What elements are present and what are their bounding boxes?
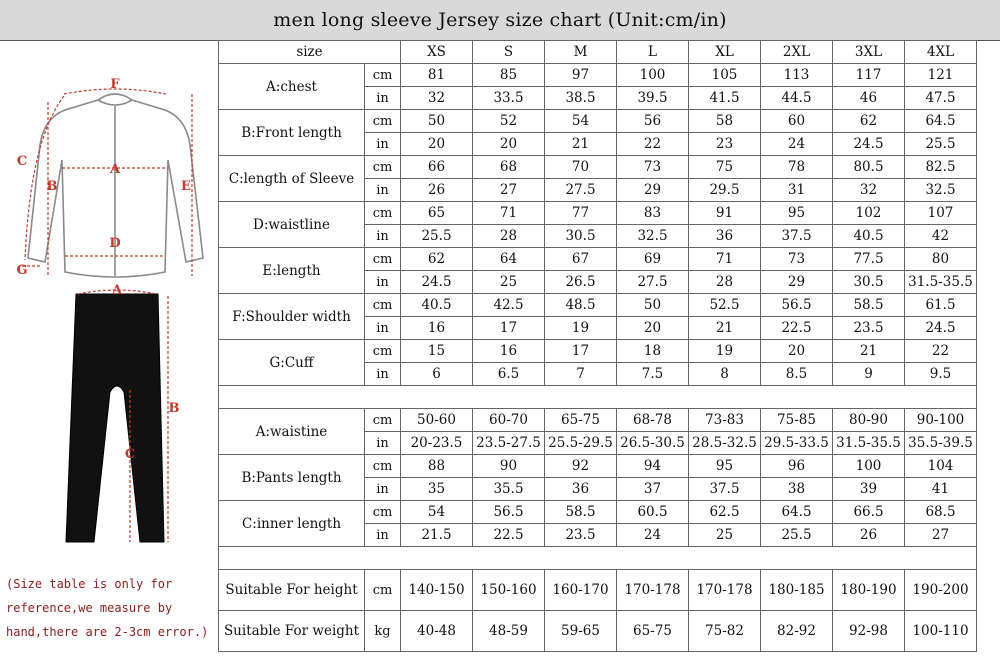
letter-b: B [46, 179, 58, 194]
value-cell-in: 24 [617, 524, 689, 547]
value-cell-cm: 68-78 [617, 409, 689, 432]
value-cell-cm: 42.5 [473, 294, 545, 317]
value-cell-cm: 66.5 [833, 501, 905, 524]
value-cell-in: 30.5 [833, 271, 905, 294]
height-value-cell: 180-185 [761, 570, 833, 611]
value-cell-in: 35.5 [473, 478, 545, 501]
jersey-row-cm [219, 294, 977, 317]
unit-in: in [365, 432, 401, 455]
value-cell-in: 25.5-29.5 [545, 432, 617, 455]
value-cell-cm: 90-100 [905, 409, 977, 432]
value-cell-in: 29 [617, 179, 689, 202]
value-cell-cm: 78 [761, 156, 833, 179]
value-cell-in: 22.5 [473, 524, 545, 547]
value-cell-in: 9.5 [905, 363, 977, 386]
height-row [219, 570, 977, 611]
value-cell-cm: 67 [545, 248, 617, 271]
value-cell-in: 40.5 [833, 225, 905, 248]
size-header-cell: XL [689, 41, 761, 64]
value-cell-in: 37.5 [761, 225, 833, 248]
value-cell-cm: 50 [401, 110, 473, 133]
value-cell-cm: 15 [401, 340, 473, 363]
value-cell-cm: 50-60 [401, 409, 473, 432]
value-cell-in: 41.5 [689, 87, 761, 110]
value-cell-cm: 54 [545, 110, 617, 133]
value-cell-cm: 58 [689, 110, 761, 133]
blank-row [219, 547, 977, 570]
weight-value-cell: 40-48 [401, 611, 473, 652]
value-cell-in: 31.5-35.5 [833, 432, 905, 455]
weight-value-cell: 59-65 [545, 611, 617, 652]
value-cell-in: 21 [545, 133, 617, 156]
unit-in: in [365, 478, 401, 501]
value-cell-in: 28 [689, 271, 761, 294]
value-cell-in: 33.5 [473, 87, 545, 110]
value-cell-cm: 69 [617, 248, 689, 271]
jersey-row-cm [219, 248, 977, 271]
value-cell-cm: 73 [761, 248, 833, 271]
value-cell-cm: 100 [833, 455, 905, 478]
weight-value-cell: 65-75 [617, 611, 689, 652]
value-cell-cm: 82.5 [905, 156, 977, 179]
value-cell-cm: 54 [401, 501, 473, 524]
value-cell-cm: 64.5 [905, 110, 977, 133]
value-cell-cm: 107 [905, 202, 977, 225]
value-cell-cm: 117 [833, 64, 905, 87]
height-value-cell: 140-150 [401, 570, 473, 611]
value-cell-cm: 68.5 [905, 501, 977, 524]
pants-row-cm [219, 501, 977, 524]
weight-value-cell: 82-92 [761, 611, 833, 652]
value-cell-cm: 85 [473, 64, 545, 87]
value-cell-cm: 20 [761, 340, 833, 363]
garment-diagram [0, 40, 218, 580]
value-cell-in: 47.5 [905, 87, 977, 110]
letter-g: G [16, 263, 28, 278]
value-cell-in: 8 [689, 363, 761, 386]
value-cell-cm: 75 [689, 156, 761, 179]
size-header-cell: 4XL [905, 41, 977, 64]
jersey-row-cm [219, 110, 977, 133]
jersey-row-cm [219, 156, 977, 179]
letter-e: E [181, 179, 191, 194]
value-cell-cm: 68 [473, 156, 545, 179]
unit-cm: cm [365, 340, 401, 363]
value-cell-in: 42 [905, 225, 977, 248]
value-cell-cm: 80 [905, 248, 977, 271]
jersey-row-label: A:chest [219, 64, 365, 110]
blank-cell [219, 386, 977, 409]
value-cell-in: 29.5 [689, 179, 761, 202]
value-cell-in: 26.5 [545, 271, 617, 294]
value-cell-cm: 80.5 [833, 156, 905, 179]
height-value-cell: 180-190 [833, 570, 905, 611]
value-cell-in: 35 [401, 478, 473, 501]
unit-cm: cm [365, 501, 401, 524]
chart-title [0, 0, 1000, 41]
value-cell-in: 6 [401, 363, 473, 386]
value-cell-cm: 62.5 [689, 501, 761, 524]
value-cell-in: 27.5 [545, 179, 617, 202]
unit-cm: cm [365, 110, 401, 133]
weight-row [219, 611, 977, 652]
value-cell-cm: 62 [401, 248, 473, 271]
size-header-cell: M [545, 41, 617, 64]
height-row-label: Suitable For height [219, 570, 365, 611]
height-value-cell: 190-200 [905, 570, 977, 611]
jersey-row-cm [219, 202, 977, 225]
pants-row-label: A:waistine [219, 409, 365, 455]
value-cell-in: 17 [473, 317, 545, 340]
header-row [219, 41, 977, 64]
value-cell-cm: 73-83 [689, 409, 761, 432]
value-cell-in: 8.5 [761, 363, 833, 386]
value-cell-cm: 22 [905, 340, 977, 363]
pants-letter-c: C [124, 447, 136, 462]
value-cell-cm: 56.5 [473, 501, 545, 524]
value-cell-cm: 83 [617, 202, 689, 225]
value-cell-cm: 40.5 [401, 294, 473, 317]
height-value-cell: 170-178 [689, 570, 761, 611]
value-cell-in: 20 [401, 133, 473, 156]
height-value-cell: 170-178 [617, 570, 689, 611]
size-header-cell: S [473, 41, 545, 64]
value-cell-in: 7.5 [617, 363, 689, 386]
chart-title-text: men long sleeve Jersey size chart (Unit:cm/in) [273, 9, 727, 31]
value-cell-cm: 21 [833, 340, 905, 363]
value-cell-in: 25.5 [401, 225, 473, 248]
value-cell-cm: 71 [473, 202, 545, 225]
value-cell-in: 32 [833, 179, 905, 202]
value-cell-cm: 80-90 [833, 409, 905, 432]
value-cell-cm: 62 [833, 110, 905, 133]
pants-row-label: B:Pants length [219, 455, 365, 501]
value-cell-in: 31 [761, 179, 833, 202]
value-cell-cm: 18 [617, 340, 689, 363]
value-cell-in: 24 [761, 133, 833, 156]
letter-f: F [110, 77, 120, 92]
value-cell-cm: 52.5 [689, 294, 761, 317]
value-cell-in: 38 [761, 478, 833, 501]
value-cell-in: 28.5-32.5 [689, 432, 761, 455]
value-cell-cm: 58.5 [545, 501, 617, 524]
value-cell-in: 27.5 [617, 271, 689, 294]
weight-value-cell: 100-110 [905, 611, 977, 652]
value-cell-cm: 60.5 [617, 501, 689, 524]
pants-shape [66, 294, 164, 542]
value-cell-in: 39 [833, 478, 905, 501]
value-cell-in: 29 [761, 271, 833, 294]
unit-in: in [365, 133, 401, 156]
value-cell-cm: 65-75 [545, 409, 617, 432]
value-cell-cm: 70 [545, 156, 617, 179]
unit-in: in [365, 87, 401, 110]
value-cell-in: 22.5 [761, 317, 833, 340]
letter-d: D [109, 236, 121, 251]
value-cell-in: 36 [689, 225, 761, 248]
value-cell-in: 26 [833, 524, 905, 547]
value-cell-cm: 121 [905, 64, 977, 87]
value-cell-in: 20 [617, 317, 689, 340]
value-cell-cm: 90 [473, 455, 545, 478]
unit-cm: cm [365, 202, 401, 225]
value-cell-cm: 88 [401, 455, 473, 478]
value-cell-in: 24.5 [833, 133, 905, 156]
value-cell-cm: 77.5 [833, 248, 905, 271]
value-cell-in: 19 [545, 317, 617, 340]
value-cell-cm: 64 [473, 248, 545, 271]
unit-cm: cm [365, 248, 401, 271]
value-cell-cm: 50 [617, 294, 689, 317]
weight-value-cell: 92-98 [833, 611, 905, 652]
value-cell-in: 24.5 [905, 317, 977, 340]
blank-row [219, 386, 977, 409]
pants-letter-b: B [168, 401, 180, 416]
pants-row-cm [219, 409, 977, 432]
value-cell-cm: 52 [473, 110, 545, 133]
value-cell-in: 32.5 [617, 225, 689, 248]
size-header-cell: 3XL [833, 41, 905, 64]
value-cell-cm: 17 [545, 340, 617, 363]
unit-cm: cm [365, 294, 401, 317]
value-cell-in: 25.5 [761, 524, 833, 547]
value-cell-in: 23 [689, 133, 761, 156]
value-cell-cm: 100 [617, 64, 689, 87]
value-cell-in: 25 [689, 524, 761, 547]
value-cell-in: 20-23.5 [401, 432, 473, 455]
value-cell-cm: 102 [833, 202, 905, 225]
value-cell-in: 20 [473, 133, 545, 156]
value-cell-in: 32 [401, 87, 473, 110]
height-value-cell: 150-160 [473, 570, 545, 611]
value-cell-in: 37 [617, 478, 689, 501]
value-cell-in: 21.5 [401, 524, 473, 547]
letter-c: C [16, 154, 28, 169]
value-cell-in: 25 [473, 271, 545, 294]
letter-a: A [109, 162, 121, 177]
unit-in: in [365, 363, 401, 386]
value-cell-cm: 77 [545, 202, 617, 225]
value-cell-cm: 105 [689, 64, 761, 87]
unit-in: in [365, 524, 401, 547]
value-cell-cm: 61.5 [905, 294, 977, 317]
unit-cm: cm [365, 156, 401, 179]
jersey-row-cm [219, 64, 977, 87]
weight-row-label: Suitable For weight [219, 611, 365, 652]
value-cell-in: 16 [401, 317, 473, 340]
value-cell-in: 23.5 [833, 317, 905, 340]
pants-letter-a: A [111, 283, 123, 298]
value-cell-cm: 73 [617, 156, 689, 179]
value-cell-cm: 64.5 [761, 501, 833, 524]
value-cell-cm: 60 [761, 110, 833, 133]
value-cell-in: 39.5 [617, 87, 689, 110]
unit-in: in [365, 179, 401, 202]
value-cell-cm: 95 [689, 455, 761, 478]
value-cell-in: 9 [833, 363, 905, 386]
value-cell-in: 31.5-35.5 [905, 271, 977, 294]
value-cell-cm: 92 [545, 455, 617, 478]
value-cell-in: 28 [473, 225, 545, 248]
value-cell-in: 29.5-33.5 [761, 432, 833, 455]
height-value-cell: 160-170 [545, 570, 617, 611]
jersey-row-cm [219, 340, 977, 363]
jersey-row-label: E:length [219, 248, 365, 294]
blank-cell [219, 547, 977, 570]
size-header-cell: 2XL [761, 41, 833, 64]
weight-value-cell: 48-59 [473, 611, 545, 652]
value-cell-cm: 56 [617, 110, 689, 133]
value-cell-cm: 66 [401, 156, 473, 179]
value-cell-in: 27 [905, 524, 977, 547]
jersey-row-label: B:Front length [219, 110, 365, 156]
unit-cm: cm [365, 409, 401, 432]
height-row-unit: cm [365, 570, 401, 611]
value-cell-cm: 48.5 [545, 294, 617, 317]
value-cell-in: 23.5 [545, 524, 617, 547]
value-cell-in: 46 [833, 87, 905, 110]
pants-row-cm [219, 455, 977, 478]
unit-cm: cm [365, 455, 401, 478]
value-cell-in: 21 [689, 317, 761, 340]
jersey-collar [98, 100, 132, 105]
size-table [218, 40, 977, 652]
unit-in: in [365, 317, 401, 340]
header-size-label: size [219, 41, 401, 64]
jersey-row-label: D:waistline [219, 202, 365, 248]
value-cell-cm: 95 [761, 202, 833, 225]
unit-in: in [365, 271, 401, 294]
value-cell-cm: 16 [473, 340, 545, 363]
value-cell-cm: 81 [401, 64, 473, 87]
size-header-cell: XS [401, 41, 473, 64]
value-cell-in: 36 [545, 478, 617, 501]
weight-row-unit: kg [365, 611, 401, 652]
value-cell-in: 37.5 [689, 478, 761, 501]
unit-in: in [365, 225, 401, 248]
value-cell-in: 22 [617, 133, 689, 156]
value-cell-in: 26.5-30.5 [617, 432, 689, 455]
jersey-row-label: G:Cuff [219, 340, 365, 386]
value-cell-cm: 91 [689, 202, 761, 225]
value-cell-cm: 60-70 [473, 409, 545, 432]
value-cell-in: 26 [401, 179, 473, 202]
value-cell-cm: 56.5 [761, 294, 833, 317]
value-cell-cm: 58.5 [833, 294, 905, 317]
value-cell-cm: 75-85 [761, 409, 833, 432]
size-table-body [219, 41, 977, 652]
value-cell-in: 32.5 [905, 179, 977, 202]
value-cell-cm: 96 [761, 455, 833, 478]
value-cell-cm: 113 [761, 64, 833, 87]
value-cell-in: 27 [473, 179, 545, 202]
value-cell-in: 25.5 [905, 133, 977, 156]
value-cell-cm: 94 [617, 455, 689, 478]
value-cell-in: 7 [545, 363, 617, 386]
weight-value-cell: 75-82 [689, 611, 761, 652]
value-cell-in: 44.5 [761, 87, 833, 110]
value-cell-in: 24.5 [401, 271, 473, 294]
value-cell-cm: 65 [401, 202, 473, 225]
value-cell-in: 41 [905, 478, 977, 501]
value-cell-in: 35.5-39.5 [905, 432, 977, 455]
value-cell-in: 30.5 [545, 225, 617, 248]
size-header-cell: L [617, 41, 689, 64]
garment-illustration [0, 40, 218, 657]
jersey-row-label: F:Shoulder width [219, 294, 365, 340]
value-cell-cm: 71 [689, 248, 761, 271]
value-cell-cm: 97 [545, 64, 617, 87]
unit-cm: cm [365, 64, 401, 87]
value-cell-in: 38.5 [545, 87, 617, 110]
pants-drawing [66, 294, 164, 542]
value-cell-in: 6.5 [473, 363, 545, 386]
measurement-note: (Size table is only for reference,we measure by hand,there are 2-3cm error.) [6, 577, 209, 639]
value-cell-cm: 19 [689, 340, 761, 363]
value-cell-cm: 104 [905, 455, 977, 478]
value-cell-in: 23.5-27.5 [473, 432, 545, 455]
pants-row-label: C:inner length [219, 501, 365, 547]
jersey-row-label: C:length of Sleeve [219, 156, 365, 202]
